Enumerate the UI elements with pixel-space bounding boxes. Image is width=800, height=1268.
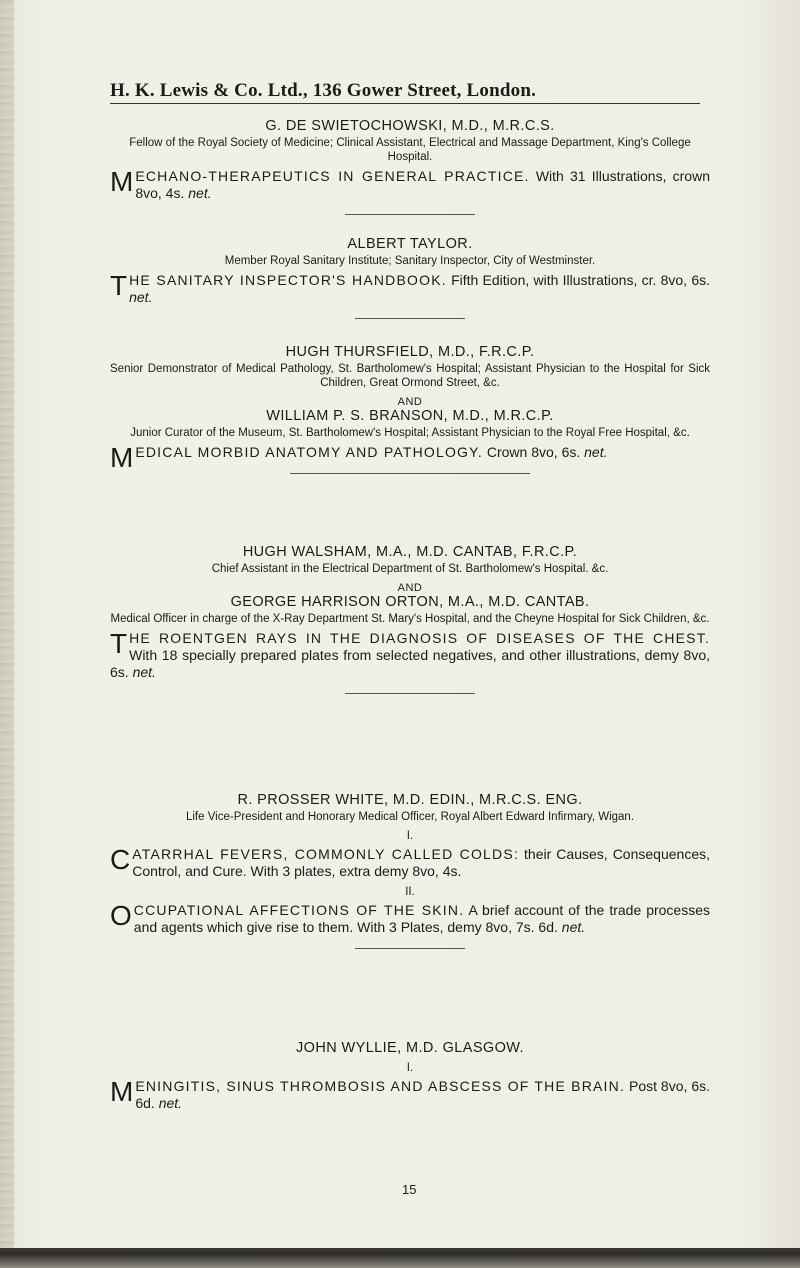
entry-swietochowski <box>110 118 710 215</box>
book-title <box>110 168 710 202</box>
author-affiliation: Chief Assistant in the Electrical Department of St. Bartholomew's Hospital. &c. <box>211 563 609 575</box>
binding-gutter <box>0 0 14 1268</box>
entry-wyllie <box>110 1040 710 1112</box>
drop-cap: T <box>110 628 128 659</box>
entry-prosser-white <box>110 792 710 949</box>
author-affiliation-2: Junior Curator of the Museum, St. Bartholomew's Hospital; Assistant Physician to the Royal Free Hospital, &c. <box>130 427 690 439</box>
title-caps: EDICAL MORBID ANATOMY AND PATHOLOGY. <box>135 444 483 460</box>
entry-taylor <box>110 236 710 319</box>
section-rule <box>355 318 465 319</box>
publisher-header: H. K. Lewis & Co. Ltd., 136 Gower Street, London. <box>110 80 537 101</box>
title-caps: CCUPATIONAL AFFECTIONS OF THE SKIN. <box>133 902 465 918</box>
author-name: R. PROSSER WHITE, M.D. EDIN., M.R.C.S. ENG. <box>237 792 583 808</box>
book-title <box>110 272 710 306</box>
author-name: G. DE SWIETOCHOWSKI, M.D., M.R.C.S. <box>265 118 555 134</box>
work-numeral: I. <box>406 1062 414 1074</box>
section-rule <box>345 693 475 694</box>
book-title <box>110 846 710 880</box>
work-numeral: II. <box>405 886 415 898</box>
drop-cap: T <box>110 270 128 301</box>
title-details: Fifth Edition, with Illustrations, cr. 8vo, 6s. <box>451 272 710 288</box>
header-rule <box>110 103 700 104</box>
title-net: net. <box>584 444 608 460</box>
and-joiner: AND <box>397 396 423 408</box>
work-numeral: I. <box>406 830 414 842</box>
author-name: JOHN WYLLIE, M.D. GLASGOW. <box>296 1040 524 1056</box>
drop-cap: M <box>110 442 134 473</box>
title-details: With 31 Illustrations, crown 8vo, 4s. <box>135 168 710 201</box>
book-title <box>110 630 710 681</box>
and-joiner: AND <box>397 582 423 594</box>
title-caps: HE SANITARY INSPECTOR'S HANDBOOK. <box>129 272 447 288</box>
author-name-2: WILLIAM P. S. BRANSON, M.D., M.R.C.P. <box>266 408 554 424</box>
drop-cap: M <box>110 1076 134 1107</box>
drop-cap: O <box>110 900 132 931</box>
book-title <box>110 902 710 936</box>
title-net: net. <box>129 289 153 305</box>
title-caps: HE ROENTGEN RAYS IN THE DIAGNOSIS OF DISEASES OF THE CHEST. <box>129 630 710 646</box>
author-name: ALBERT TAYLOR. <box>347 236 473 252</box>
title-net: net. <box>158 1095 183 1111</box>
section-rule <box>290 473 530 474</box>
book-title <box>110 442 710 473</box>
title-net: net. <box>188 185 212 201</box>
author-name: HUGH THURSFIELD, M.D., F.R.C.P. <box>285 344 535 360</box>
title-details: Crown 8vo, 6s. <box>486 444 581 460</box>
author-affiliation: Fellow of the Royal Society of Medicine; Clinical Assistant, Electrical and Massage Department, King's College Hospital. <box>129 137 691 163</box>
title-caps: ENINGITIS, SINUS THROMBOSIS AND ABSCESS OF THE BRAIN. <box>135 1078 626 1094</box>
section-rule <box>345 214 475 215</box>
section-rule <box>355 948 465 949</box>
title-details: their Causes, Consequences, Control, and Cure. With 3 plates, extra demy 8vo, 4s. <box>132 846 710 879</box>
title-caps: ATARRHAL FEVERS, COMMONLY CALLED COLDS: <box>132 846 519 862</box>
title-details: With 18 specially prepared plates from selected negatives, and other illustrations, demy 8vo, 6s. <box>110 647 710 680</box>
title-net: net. <box>561 919 586 935</box>
book-title <box>110 1078 710 1112</box>
title-net: net. <box>132 664 156 680</box>
author-name: HUGH WALSHAM, M.A., M.D. CANTAB, F.R.C.P. <box>242 544 578 560</box>
author-affiliation-2: Medical Officer in charge of the X-Ray Department St. Mary's Hospital, and the Cheyne Hospital for Sick Children, &c. <box>110 613 710 625</box>
drop-cap: C <box>110 844 131 875</box>
author-name-2: GEORGE HARRISON ORTON, M.A., M.D. CANTAB. <box>230 594 590 610</box>
title-details: Post 8vo, 6s. 6d. <box>135 1078 711 1111</box>
entry-thursfield-branson <box>110 344 710 474</box>
author-affiliation: Member Royal Sanitary Institute; Sanitary Inspector, City of Westminster. <box>224 255 596 267</box>
title-caps: ECHANO-THERAPEUTICS IN GENERAL PRACTICE. <box>135 168 530 184</box>
drop-cap: M <box>110 166 134 197</box>
bottom-edge-band <box>0 1248 800 1268</box>
title-details: A brief account of the trade processes and agents which give rise to them. With 3 Plates, demy 8vo, 7s. 6d. <box>133 902 711 935</box>
author-affiliation: Senior Demonstrator of Medical Pathology, St. Bartholomew's Hospital; Assistant Physician to the Hospital for Sick Children, Great Ormond Street, &c. <box>110 363 710 389</box>
page-number: 15 <box>402 1182 417 1197</box>
entry-walsham-orton <box>110 544 710 694</box>
author-affiliation: Life Vice-President and Honorary Medical Officer, Royal Albert Edward Infirmary, Wigan. <box>185 811 635 823</box>
